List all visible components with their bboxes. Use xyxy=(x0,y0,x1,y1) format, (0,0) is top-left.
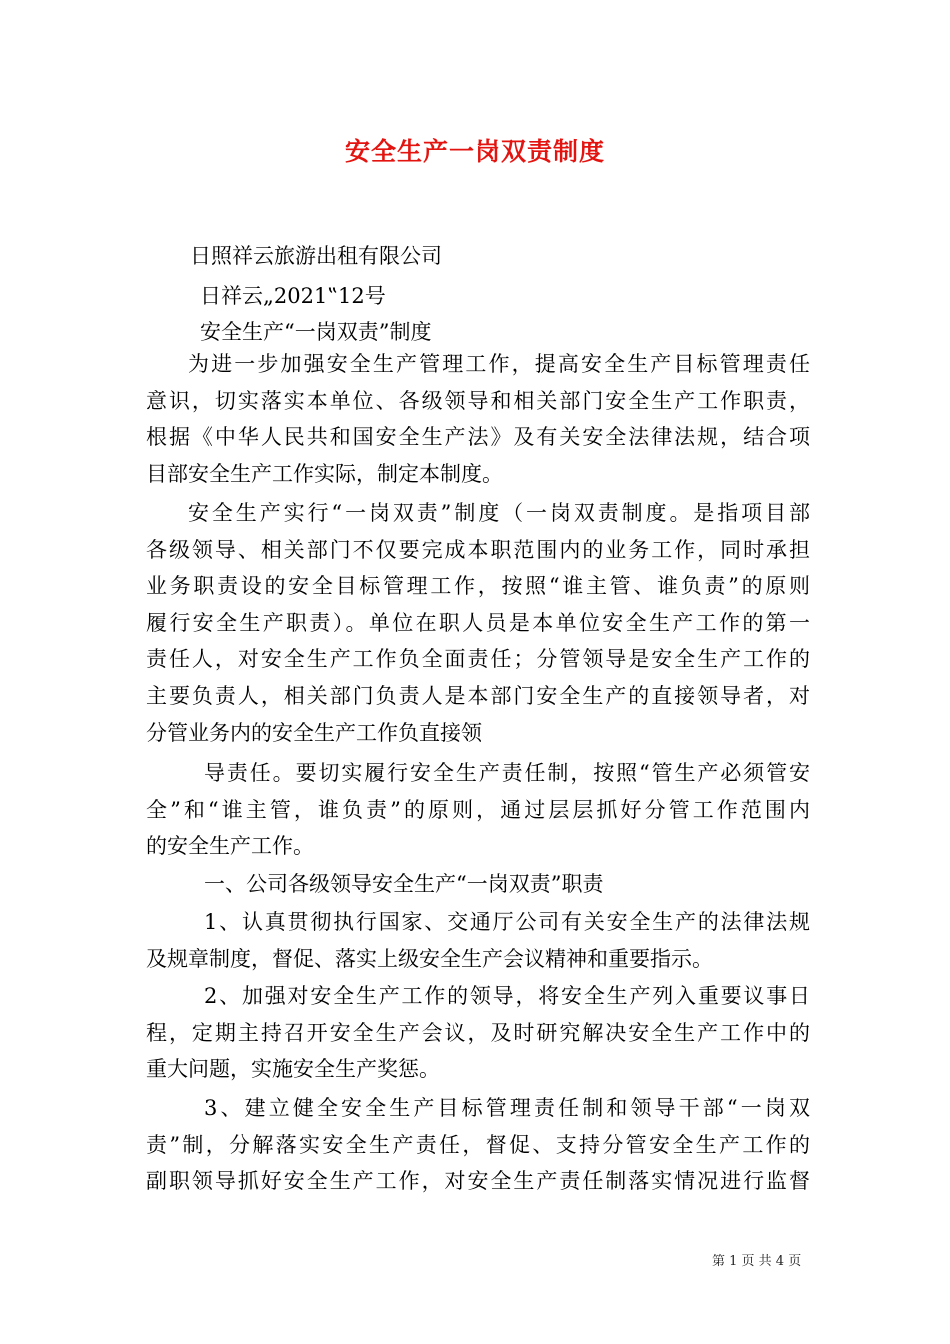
paragraph-2 xyxy=(146,495,810,751)
section-heading xyxy=(146,866,810,903)
paragraph-line: 2、加强对安全生产工作的领导，将安全生产列入重要议事日 xyxy=(204,984,810,1008)
paragraph-line: 的安全生产工作。 xyxy=(146,834,314,859)
paragraph-line: 根据《中华人民共和国安全生产法》及有关安全法律法规，结合项 xyxy=(146,425,810,450)
paragraph-line: 业务职责设的安全目标管理工作，按照“谁主管、谁负责”的原则 xyxy=(146,574,810,599)
list-item-2 xyxy=(146,978,810,1088)
paragraph-line: 分管业务内的安全生产工作负直接领 xyxy=(146,720,482,745)
paragraph-line: 目部安全生产工作实际，制定本制度。 xyxy=(146,461,503,486)
paragraph-line: 各级领导、相关部门不仅要完成本职范围内的业务工作，同时承担 xyxy=(146,537,810,562)
paragraph-line: 3、建立健全安全生产目标管理责任制和领导干部“一岗双 xyxy=(204,1096,810,1120)
paragraph-line: 程，定期主持召开安全生产会议，及时研究解决安全生产工作中的 xyxy=(146,1020,810,1045)
paragraph-line: 责”制，分解落实安全生产责任，督促、支持分管安全生产工作的 xyxy=(146,1132,810,1157)
paragraph-line: 主要负责人，相关部门负责人是本部门安全生产的直接领导者，对 xyxy=(146,683,810,708)
paragraph-line: 为进一步加强安全生产管理工作，提高安全生产目标管理责任 xyxy=(188,352,810,376)
paragraph-line: 全”和“谁主管，谁负责”的原则，通过层层抓好分管工作范围内 xyxy=(146,797,810,822)
paragraph-1 xyxy=(146,346,810,492)
page-number-footer: 第 1 页 共 4 页 xyxy=(712,1254,802,1269)
company-name: 日照祥云旅游出租有限公司 xyxy=(190,244,442,268)
paragraph-line: 1、认真贯彻执行国家、交通厅公司有关安全生产的法律法规 xyxy=(204,910,810,934)
document-subtitle: 安全生产“一岗双责”制度 xyxy=(200,320,432,344)
list-item-3 xyxy=(146,1090,810,1200)
paragraph-3 xyxy=(146,755,810,865)
paragraph-line: 安全生产实行“一岗双责”制度（一岗双责制度。是指项目部 xyxy=(188,501,810,525)
paragraph-line: 副职领导抓好安全生产工作，对安全生产责任制落实情况进行监督 xyxy=(146,1169,810,1194)
paragraph-line: 履行安全生产职责）。单位在职人员是本单位安全生产工作的第一 xyxy=(146,610,810,635)
paragraph-line: 及规章制度，督促、落实上级安全生产会议精神和重要指示。 xyxy=(146,946,713,971)
list-item-1 xyxy=(146,904,810,977)
section-heading-text: 一、公司各级领导安全生产“一岗双责”职责 xyxy=(204,872,604,896)
paragraph-line: 重大问题，实施安全生产奖惩。 xyxy=(146,1057,440,1082)
document-title: 安全生产一岗双责制度 xyxy=(344,137,605,166)
paragraph-line: 责任人，对安全生产工作负全面责任；分管领导是安全生产工作的 xyxy=(146,647,810,672)
document-number: 日祥云„2021‟12号 xyxy=(200,284,386,308)
paragraph-line: 导责任。要切实履行安全生产责任制，按照“管生产必须管安 xyxy=(204,761,810,785)
paragraph-line: 意识，切实落实本单位、各级领导和相关部门安全生产工作职责， xyxy=(146,388,810,413)
